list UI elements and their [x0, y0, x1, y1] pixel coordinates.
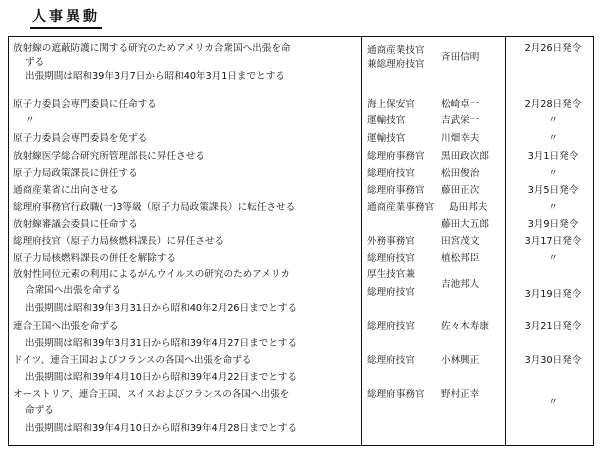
- row-description: 原子力局政策課長に併任する: [13, 168, 138, 179]
- official-title: 総理府技官: [367, 355, 415, 366]
- person-name: 黒田政次郎: [441, 151, 489, 162]
- row-description: 放射線の遮蔽防護に関する研究のためアメリカ合衆国へ出張を命: [13, 43, 291, 54]
- row-description: 原子力委員会専門委員に任命する: [13, 99, 157, 110]
- official-title: 総理府技官: [367, 253, 415, 264]
- person-name: 松田俊治: [441, 168, 480, 179]
- official-title: 通商産業事務官: [367, 202, 435, 213]
- official-title: 総理府事務官: [367, 389, 425, 400]
- date-issued: 3月17日発令: [524, 236, 582, 247]
- person-name: 田宮茂文: [441, 236, 480, 247]
- row-description: 出張期間は昭和39年3月31日から昭和39年4月27日までとする: [25, 338, 298, 349]
- official-title: 総理府技官: [367, 287, 415, 298]
- official-title: 通商産業技官: [367, 45, 425, 56]
- row-description: 出張期間は昭和39年3月7日から昭和40年3月1日までとする: [25, 71, 285, 82]
- person-name: 佐々木寿康: [441, 321, 489, 332]
- person-name: 斉田信明: [441, 52, 480, 63]
- date-issued: 3月1日発令: [527, 151, 579, 162]
- column-divider: [505, 37, 506, 445]
- row-description: 出張期間は昭和39年3月31日から昭和40年2月26日までとする: [25, 303, 298, 314]
- date-issued: 2月28日発令: [524, 99, 582, 110]
- person-name: 小林興正: [441, 355, 480, 366]
- person-name: 吉武栄一: [441, 115, 480, 126]
- row-description: 放射性同位元素の利用によるがんウイルスの研究のためアメリカ: [13, 269, 290, 280]
- official-title: 総理府事務官: [367, 151, 425, 162]
- date-issued: 2月26日発令: [524, 43, 582, 54]
- row-description: 〃: [25, 115, 35, 126]
- row-description: 出張期間は昭和39年4月10日から昭和39年4月22日までとする: [25, 372, 298, 383]
- person-name: 川畑幸夫: [441, 133, 480, 144]
- official-title: 総理府事務官: [367, 185, 425, 196]
- row-description: 放射線審議会委員に任命する: [13, 219, 138, 230]
- person-name: 野村正幸: [441, 389, 480, 400]
- row-description: 原子力委員会専門委員を免ずる: [13, 133, 148, 144]
- official-title: 総理府技官: [367, 168, 415, 179]
- person-name: 植松邦臣: [441, 253, 480, 264]
- column-divider: [361, 37, 362, 445]
- page-title: 人事異動: [30, 6, 102, 29]
- official-title: 外務事務官: [367, 236, 415, 247]
- row-description: 通商産業省に出向させる: [13, 185, 119, 196]
- date-issued: 3月30日発令: [524, 355, 582, 366]
- row-description: 連合王国へ出張を命ずる: [13, 321, 119, 332]
- person-name: 松崎卓一: [441, 99, 480, 110]
- date-issued: 3月19日発令: [524, 289, 582, 300]
- row-description: ドイツ、連合王国およびフランスの各国へ出張を命ずる: [13, 355, 252, 366]
- date-issued: 〃: [548, 168, 558, 179]
- official-title: 総理府技官: [367, 321, 415, 332]
- row-description: 合衆国へ出張を命ずる: [25, 285, 121, 296]
- row-description: オーストリア、連合王国、スイスおよびフランスの各国へ出張を: [13, 389, 290, 400]
- row-description: 総理府技官（原子力局核燃料課長）に昇任させる: [13, 236, 225, 247]
- row-description: 出張期間は昭和39年4月10日から昭和39年4月28日までとする: [25, 423, 298, 434]
- date-issued: 〃: [548, 397, 558, 408]
- official-title: 運輸技官: [367, 133, 406, 144]
- person-name: 吉池邦人: [441, 279, 480, 290]
- row-description: ずる: [25, 57, 45, 68]
- personnel-table: [8, 36, 594, 446]
- date-issued: 〃: [548, 253, 558, 264]
- date-issued: 〃: [548, 202, 558, 213]
- date-issued: 3月9日発令: [527, 219, 579, 230]
- person-name: 島田邦夫: [449, 202, 488, 213]
- date-issued: 3月21日発令: [524, 321, 582, 332]
- row-description: 命ずる: [25, 405, 54, 416]
- date-issued: 〃: [548, 115, 558, 126]
- official-title: 海上保安官: [367, 99, 415, 110]
- row-description: 原子力局核燃料課長の併任を解除する: [13, 253, 177, 264]
- row-description: 放射線医学総合研究所管理部長に昇任させる: [13, 151, 205, 162]
- row-description: 総理府事務官行政職(一)3等級（原子力局政策課長）に転任させる: [13, 202, 296, 213]
- person-name: 藤田大五郎: [441, 219, 489, 230]
- official-title: 厚生技官兼: [367, 269, 415, 280]
- date-issued: 〃: [548, 133, 558, 144]
- date-issued: 3月5日発令: [527, 185, 579, 196]
- official-title: 兼総理府技官: [367, 59, 425, 70]
- official-title: 運輸技官: [367, 115, 406, 126]
- person-name: 藤田正次: [441, 185, 480, 196]
